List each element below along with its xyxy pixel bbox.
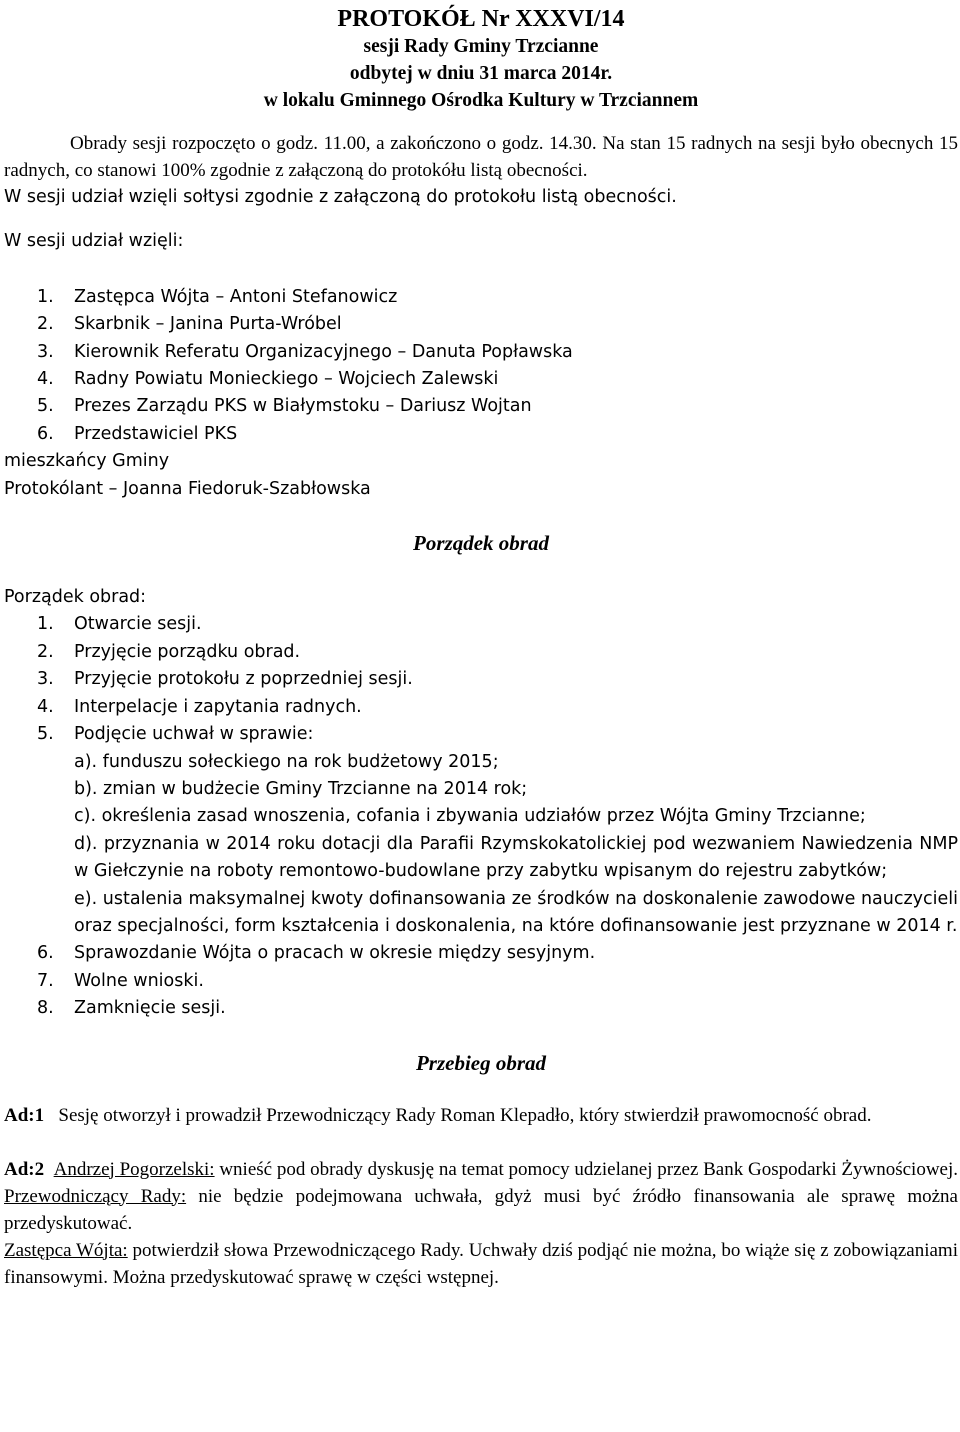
ad2-text: wnieść pod obrady dyskusję na temat pomocy udzielanej przez Bank Gospodarki Żywnościowej. [214, 1158, 959, 1180]
ad1-label: Ad:1 [4, 1104, 45, 1126]
chair-text: nie będzie podejmowana uchwała, gdyż musi być źródło finansowania ale sprawę można przedyskutować. [4, 1185, 958, 1234]
list-item: 7. Wolne wnioski. [37, 970, 204, 991]
chair-paragraph [4, 1183, 958, 1237]
agenda-label: Porządek obrad: [4, 587, 147, 608]
chair-speaker: Przewodniczący Rady: [4, 1185, 187, 1207]
list-item: 2. Skarbnik – Janina Purta-Wróbel [37, 314, 342, 335]
list-item: 1. Zastępca Wójta – Antoni Stefanowicz [37, 286, 398, 307]
agenda-section-title: Porządek obrad [413, 531, 549, 556]
header-date: odbytej w dniu 31 marca 2014r. [349, 63, 613, 84]
sub-list-item: a). funduszu sołeckiego na rok budżetowy 2015; [74, 751, 499, 772]
list-item: 1. Otwarcie sesji. [37, 614, 202, 635]
deputy-paragraph [4, 1237, 958, 1291]
sub-list-item: b). zmian w budżecie Gminy Trzcianne na 2014 rok; [74, 778, 528, 799]
protocol-title: PROTOKÓŁ Nr XXXVI/14 [337, 6, 625, 32]
intro-paragraph: Obrady sesji rozpoczęto o godz. 11.00, a zakończono o godz. 14.30. Na stan 15 radnych na sesji było obecnych 15 radnych, co stanowi 100% zgodnie z załączoną do protokółu listą obecności. [4, 133, 958, 181]
residents-line: mieszkańcy Gminy [4, 451, 170, 472]
ad2-label: Ad:2 [4, 1158, 45, 1180]
soltysi-paragraph: W sesji udział wzięli sołtysi zgodnie z załączoną do protokołu listą obecności. [4, 187, 677, 207]
attendees-heading: W sesji udział wzięli: [4, 231, 184, 252]
list-item: 4. Radny Powiatu Monieckiego – Wojciech Zalewski [37, 369, 499, 390]
list-item: 4. Interpelacje i zapytania radnych. [37, 696, 362, 717]
sub-list-item: c). określenia zasad wnoszenia, cofania i zbywania udziałów przez Wójta Gminy Trzcianne; [74, 806, 866, 827]
ad2-speaker: Andrzej Pogorzelski: [53, 1158, 215, 1180]
ad1-paragraph [4, 1102, 958, 1129]
list-item: 5. Podjęcie uchwał w sprawie: [37, 724, 314, 745]
deputy-speaker: Zastępca Wójta: [4, 1239, 128, 1261]
attendees-list [4, 284, 958, 448]
sub-list-item: d). przyznania w 2014 roku dotacji dla Parafii Rzymskokatolickiej pod wezwaniem Nawiedzenia NMP w Giełczynie na roboty remontowo-budowlane przy zabytku wpisanym do rejestru zabytków; [74, 833, 958, 882]
list-item: 2. Przyjęcie porządku obrad. [37, 641, 301, 662]
ad1-text: Sesję otworzył i prowadził Przewodniczący Rady Roman Klepadło, który stwierdził prawomocność obrad. [58, 1104, 872, 1126]
list-item: 5. Prezes Zarządu PKS w Białymstoku – Dariusz Wojtan [37, 396, 532, 417]
ad2-paragraph [4, 1156, 958, 1183]
list-item: 8. Zamknięcie sesji. [37, 998, 226, 1019]
document-page [4, 0, 958, 1291]
proceedings-section-title: Przebieg obrad [415, 1050, 547, 1075]
deputy-text: potwierdził słowa Przewodniczącego Rady. Uchwały dziś podjąć nie można, bo wiąże się z zobowiązaniami finansowymi. Można przedyskutować sprawę w części wstępnej. [4, 1239, 958, 1288]
recorder-line: Protokólant – Joanna Fiedoruk-Szabłowska [4, 478, 371, 499]
document-header [4, 5, 958, 114]
list-item: 6. Sprawozdanie Wójta o pracach w okresie między sesyjnym. [37, 943, 596, 964]
header-session: sesji Rady Gminy Trzcianne [363, 36, 599, 57]
agenda-list [4, 611, 958, 1022]
header-location: w lokalu Gminnego Ośrodka Kultury w Trzciannem [263, 90, 699, 111]
list-item: 6. Przedstawiciel PKS [37, 423, 238, 444]
list-item: 3. Przyjęcie protokołu z poprzedniej sesji. [37, 669, 413, 690]
list-item: 3. Kierownik Referatu Organizacyjnego – Danuta Popławska [37, 341, 573, 362]
sub-list-item: e). ustalenia maksymalnej kwoty dofinansowania ze środków na doskonalenie zawodowe nauczycieli oraz specjalności, form kształcenia i doskonalenia, na które dofinansowanie jest przyznane w 2014 r. [74, 888, 958, 936]
